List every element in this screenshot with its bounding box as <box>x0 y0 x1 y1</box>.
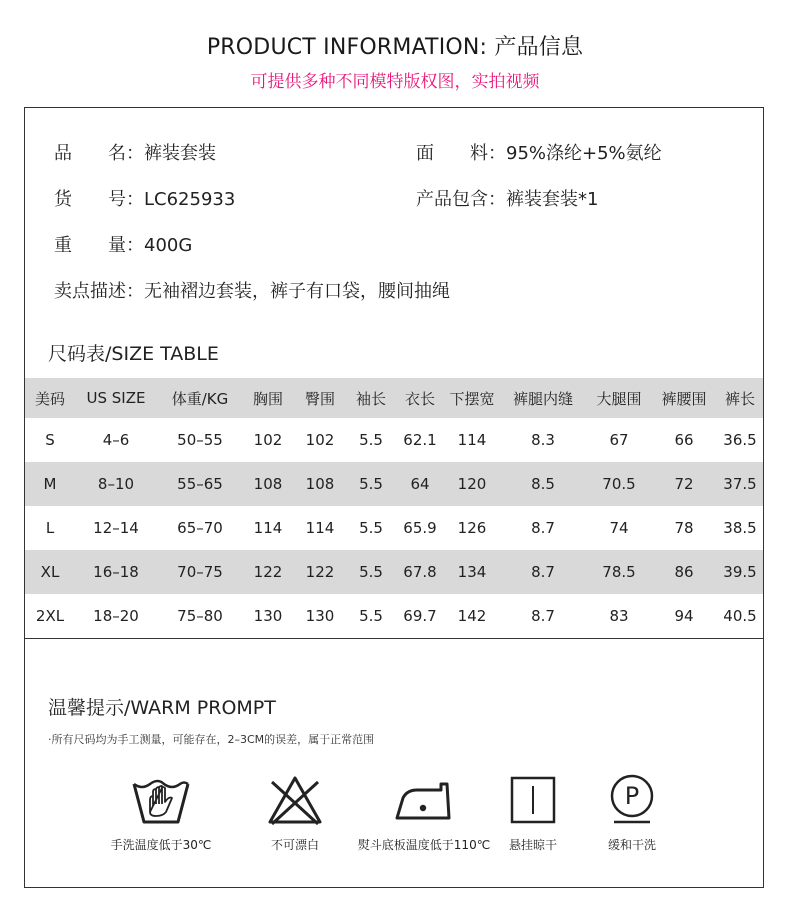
page-subtitle: 可提供多种不同模特版权图，实拍视频 <box>250 72 540 92</box>
col-header: 下摆宽 <box>449 389 495 408</box>
table-cell: 5.5 <box>359 431 383 449</box>
table-cell: 108 <box>305 475 335 493</box>
table-cell: 67 <box>609 431 629 449</box>
info-weight-row <box>54 231 192 257</box>
table-cell: 69.7 <box>403 607 437 625</box>
table-bottom-divider <box>25 638 763 639</box>
table-cell: 74 <box>609 519 629 537</box>
iron-icon <box>393 772 455 828</box>
table-cell: 8–10 <box>97 475 135 493</box>
table-cell: 86 <box>674 563 694 581</box>
measurement-note: ·所有尺码均为手工测量，可能存在，2–3CM的误差，属于正常范围 <box>48 733 375 746</box>
gentle-dry-clean-icon <box>601 772 663 828</box>
table-cell: 8.7 <box>531 563 555 581</box>
table-cell: 8.3 <box>531 431 555 449</box>
table-cell: 4–6 <box>102 431 130 449</box>
table-cell: XL <box>40 563 60 581</box>
table-cell: 8.7 <box>531 607 555 625</box>
table-cell: 102 <box>305 431 335 449</box>
table-cell: 36.5 <box>723 431 757 449</box>
table-cell: 130 <box>253 607 283 625</box>
sku-label: 货 号： <box>54 189 144 210</box>
table-cell: 130 <box>305 607 335 625</box>
table-cell: 64 <box>410 475 430 493</box>
fabric-label: 面 料： <box>416 143 506 164</box>
col-header: 胸围 <box>252 389 283 408</box>
table-cell: 40.5 <box>723 607 757 625</box>
dry-clean-letter: P <box>624 782 640 810</box>
table-cell: 5.5 <box>359 563 383 581</box>
info-selling-row <box>54 277 450 303</box>
table-cell: 114 <box>253 519 283 537</box>
selling-label: 卖点描述： <box>54 281 144 302</box>
table-cell: 12–14 <box>93 519 139 537</box>
care-item-hand-wash <box>91 772 231 853</box>
size-table <box>25 378 763 638</box>
table-cell: 70–75 <box>177 563 223 581</box>
table-cell: 50–55 <box>177 431 223 449</box>
table-cell: 78 <box>674 519 694 537</box>
table-cell: 72 <box>674 475 694 493</box>
table-row <box>25 550 763 594</box>
name-value: 裤装套装 <box>144 143 216 164</box>
table-cell: 38.5 <box>723 519 757 537</box>
table-cell: 2XL <box>35 607 65 625</box>
table-cell: 134 <box>457 563 487 581</box>
table-cell: 114 <box>457 431 487 449</box>
table-cell: 5.5 <box>359 475 383 493</box>
table-cell: 5.5 <box>359 607 383 625</box>
table-cell: 114 <box>305 519 335 537</box>
info-sku-row <box>54 185 235 211</box>
table-cell: 55–65 <box>177 475 223 493</box>
table-cell: 94 <box>674 607 694 625</box>
table-cell: L <box>45 519 55 537</box>
care-label: 熨斗底板温度低于110℃ <box>357 838 491 852</box>
col-header: 体重/KG <box>171 389 229 408</box>
table-cell: 122 <box>305 563 335 581</box>
weight-label: 重 量： <box>54 235 144 256</box>
name-label: 品 名： <box>54 143 144 164</box>
fabric-value: 95%涤纶+5%氨纶 <box>506 143 662 164</box>
table-cell: 102 <box>253 431 283 449</box>
table-cell: 16–18 <box>93 563 139 581</box>
page-title: PRODUCT INFORMATION: 产品信息 <box>206 35 584 60</box>
table-cell: 70.5 <box>602 475 636 493</box>
table-cell: 62.1 <box>403 431 437 449</box>
info-name-row <box>54 139 216 165</box>
table-cell: 18–20 <box>93 607 139 625</box>
care-label: 缓和干洗 <box>607 838 656 852</box>
table-cell: 78.5 <box>602 563 636 581</box>
table-row <box>25 418 763 462</box>
info-fabric-row <box>416 139 662 165</box>
table-cell: 75–80 <box>177 607 223 625</box>
table-cell: 65–70 <box>177 519 223 537</box>
table-cell: 122 <box>253 563 283 581</box>
table-cell: 83 <box>609 607 629 625</box>
table-cell: M <box>43 475 57 493</box>
col-header: 裤腰围 <box>661 389 707 408</box>
col-header: 臀围 <box>304 389 335 408</box>
sku-value: LC625933 <box>144 189 236 210</box>
selling-value: 无袖褶边套装，裤子有口袋，腰间抽绳 <box>144 281 450 302</box>
col-header: 衣长 <box>404 389 435 408</box>
col-header: 大腿围 <box>596 389 642 408</box>
col-header: 裤腿内缝 <box>512 389 573 408</box>
table-cell: 66 <box>674 431 694 449</box>
no-bleach-icon <box>264 772 326 828</box>
table-cell: 8.5 <box>531 475 555 493</box>
col-header: 美码 <box>34 389 65 408</box>
care-label: 不可漂白 <box>270 838 319 852</box>
table-cell: 8.7 <box>531 519 555 537</box>
table-cell: S <box>45 431 55 449</box>
table-cell: 67.8 <box>403 563 437 581</box>
care-item-gentle-dry-clean <box>562 772 702 853</box>
table-cell: 37.5 <box>723 475 757 493</box>
warm-prompt-title: 温馨提示/WARM PROMPT <box>48 697 276 719</box>
table-cell: 120 <box>457 475 487 493</box>
line-dry-icon <box>502 772 564 828</box>
col-header: 袖长 <box>355 389 386 408</box>
table-row <box>25 462 763 506</box>
table-row <box>25 506 763 550</box>
table-cell: 142 <box>457 607 487 625</box>
col-header: 裤长 <box>724 389 755 408</box>
size-table-title: 尺码表/SIZE TABLE <box>48 343 219 365</box>
table-cell: 126 <box>457 519 487 537</box>
info-package-row <box>416 185 598 211</box>
table-cell: 65.9 <box>403 519 437 537</box>
weight-value: 400G <box>144 235 193 256</box>
care-label: 悬挂晾干 <box>508 838 557 852</box>
package-label: 产品包含： <box>416 189 506 210</box>
size-table-header <box>25 378 763 418</box>
table-cell: 108 <box>253 475 283 493</box>
table-cell: 39.5 <box>723 563 757 581</box>
care-label: 手洗温度低于30℃ <box>110 838 212 852</box>
care-item-no-bleach <box>225 772 365 853</box>
table-cell: 5.5 <box>359 519 383 537</box>
hand-wash-icon <box>130 772 192 828</box>
package-value: 裤装套装*1 <box>506 189 599 210</box>
table-row <box>25 594 763 638</box>
col-header: US SIZE <box>86 389 146 407</box>
